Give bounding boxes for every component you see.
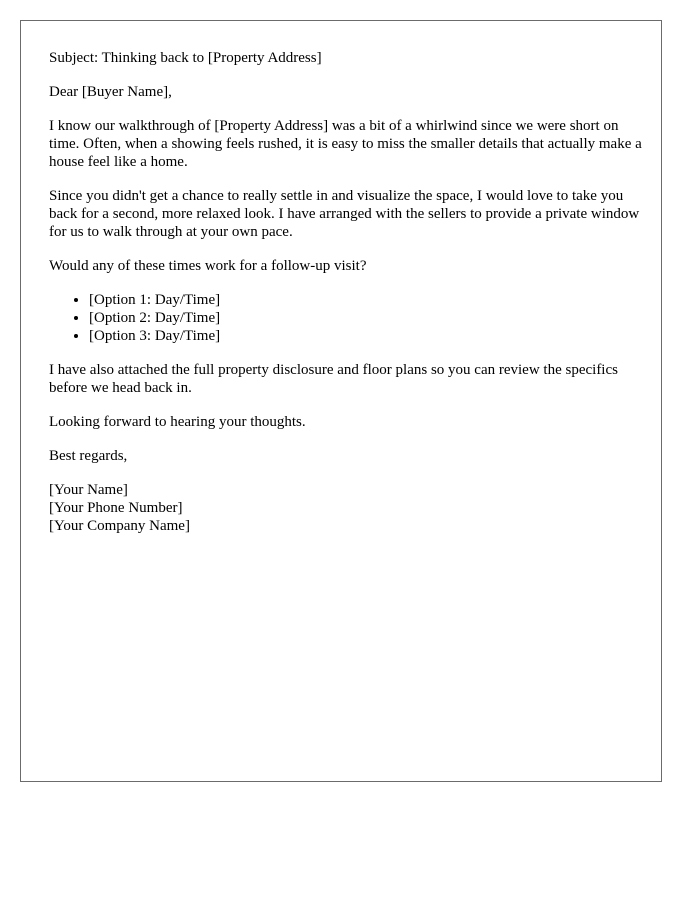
closing-line: Looking forward to hearing your thoughts. [49,414,306,430]
paragraph-walkthrough: I know our walkthrough of [Property Address] was a bit of a whirlwind since we were short on time. Often, when a showing feels rushed, it is easy to miss the smaller details that actually make a house feel like a home. [49,118,642,170]
question-line: Would any of these times work for a follow-up visit? [49,258,367,274]
signature-company: [Your Company Name] [49,518,190,534]
signature-block [49,481,645,535]
time-options-list [49,291,645,345]
paragraph-attachments: I have also attached the full property disclosure and floor plans so you can review the specifics before we head back in. [49,362,618,396]
paragraph-second-look: Since you didn't get a chance to really settle in and visualize the space, I would love to take you back for a second, more relaxed look. I have arranged with the sellers to provide a private window for us to walk through at your own pace. [49,188,640,240]
signature-name: [Your Name] [49,482,128,498]
signoff: Best regards, [49,448,128,464]
list-item: • [Option 3: Day/Time] [89,327,645,345]
signature-phone: [Your Phone Number] [49,500,183,516]
greeting: Dear [Buyer Name], [49,84,172,100]
subject-line: Subject: Thinking back to [Property Address] [49,50,322,66]
letter-page [20,20,662,782]
list-item: • [Option 2: Day/Time] [89,309,645,327]
list-item: • [Option 1: Day/Time] [89,291,645,309]
letter-body [49,49,645,551]
